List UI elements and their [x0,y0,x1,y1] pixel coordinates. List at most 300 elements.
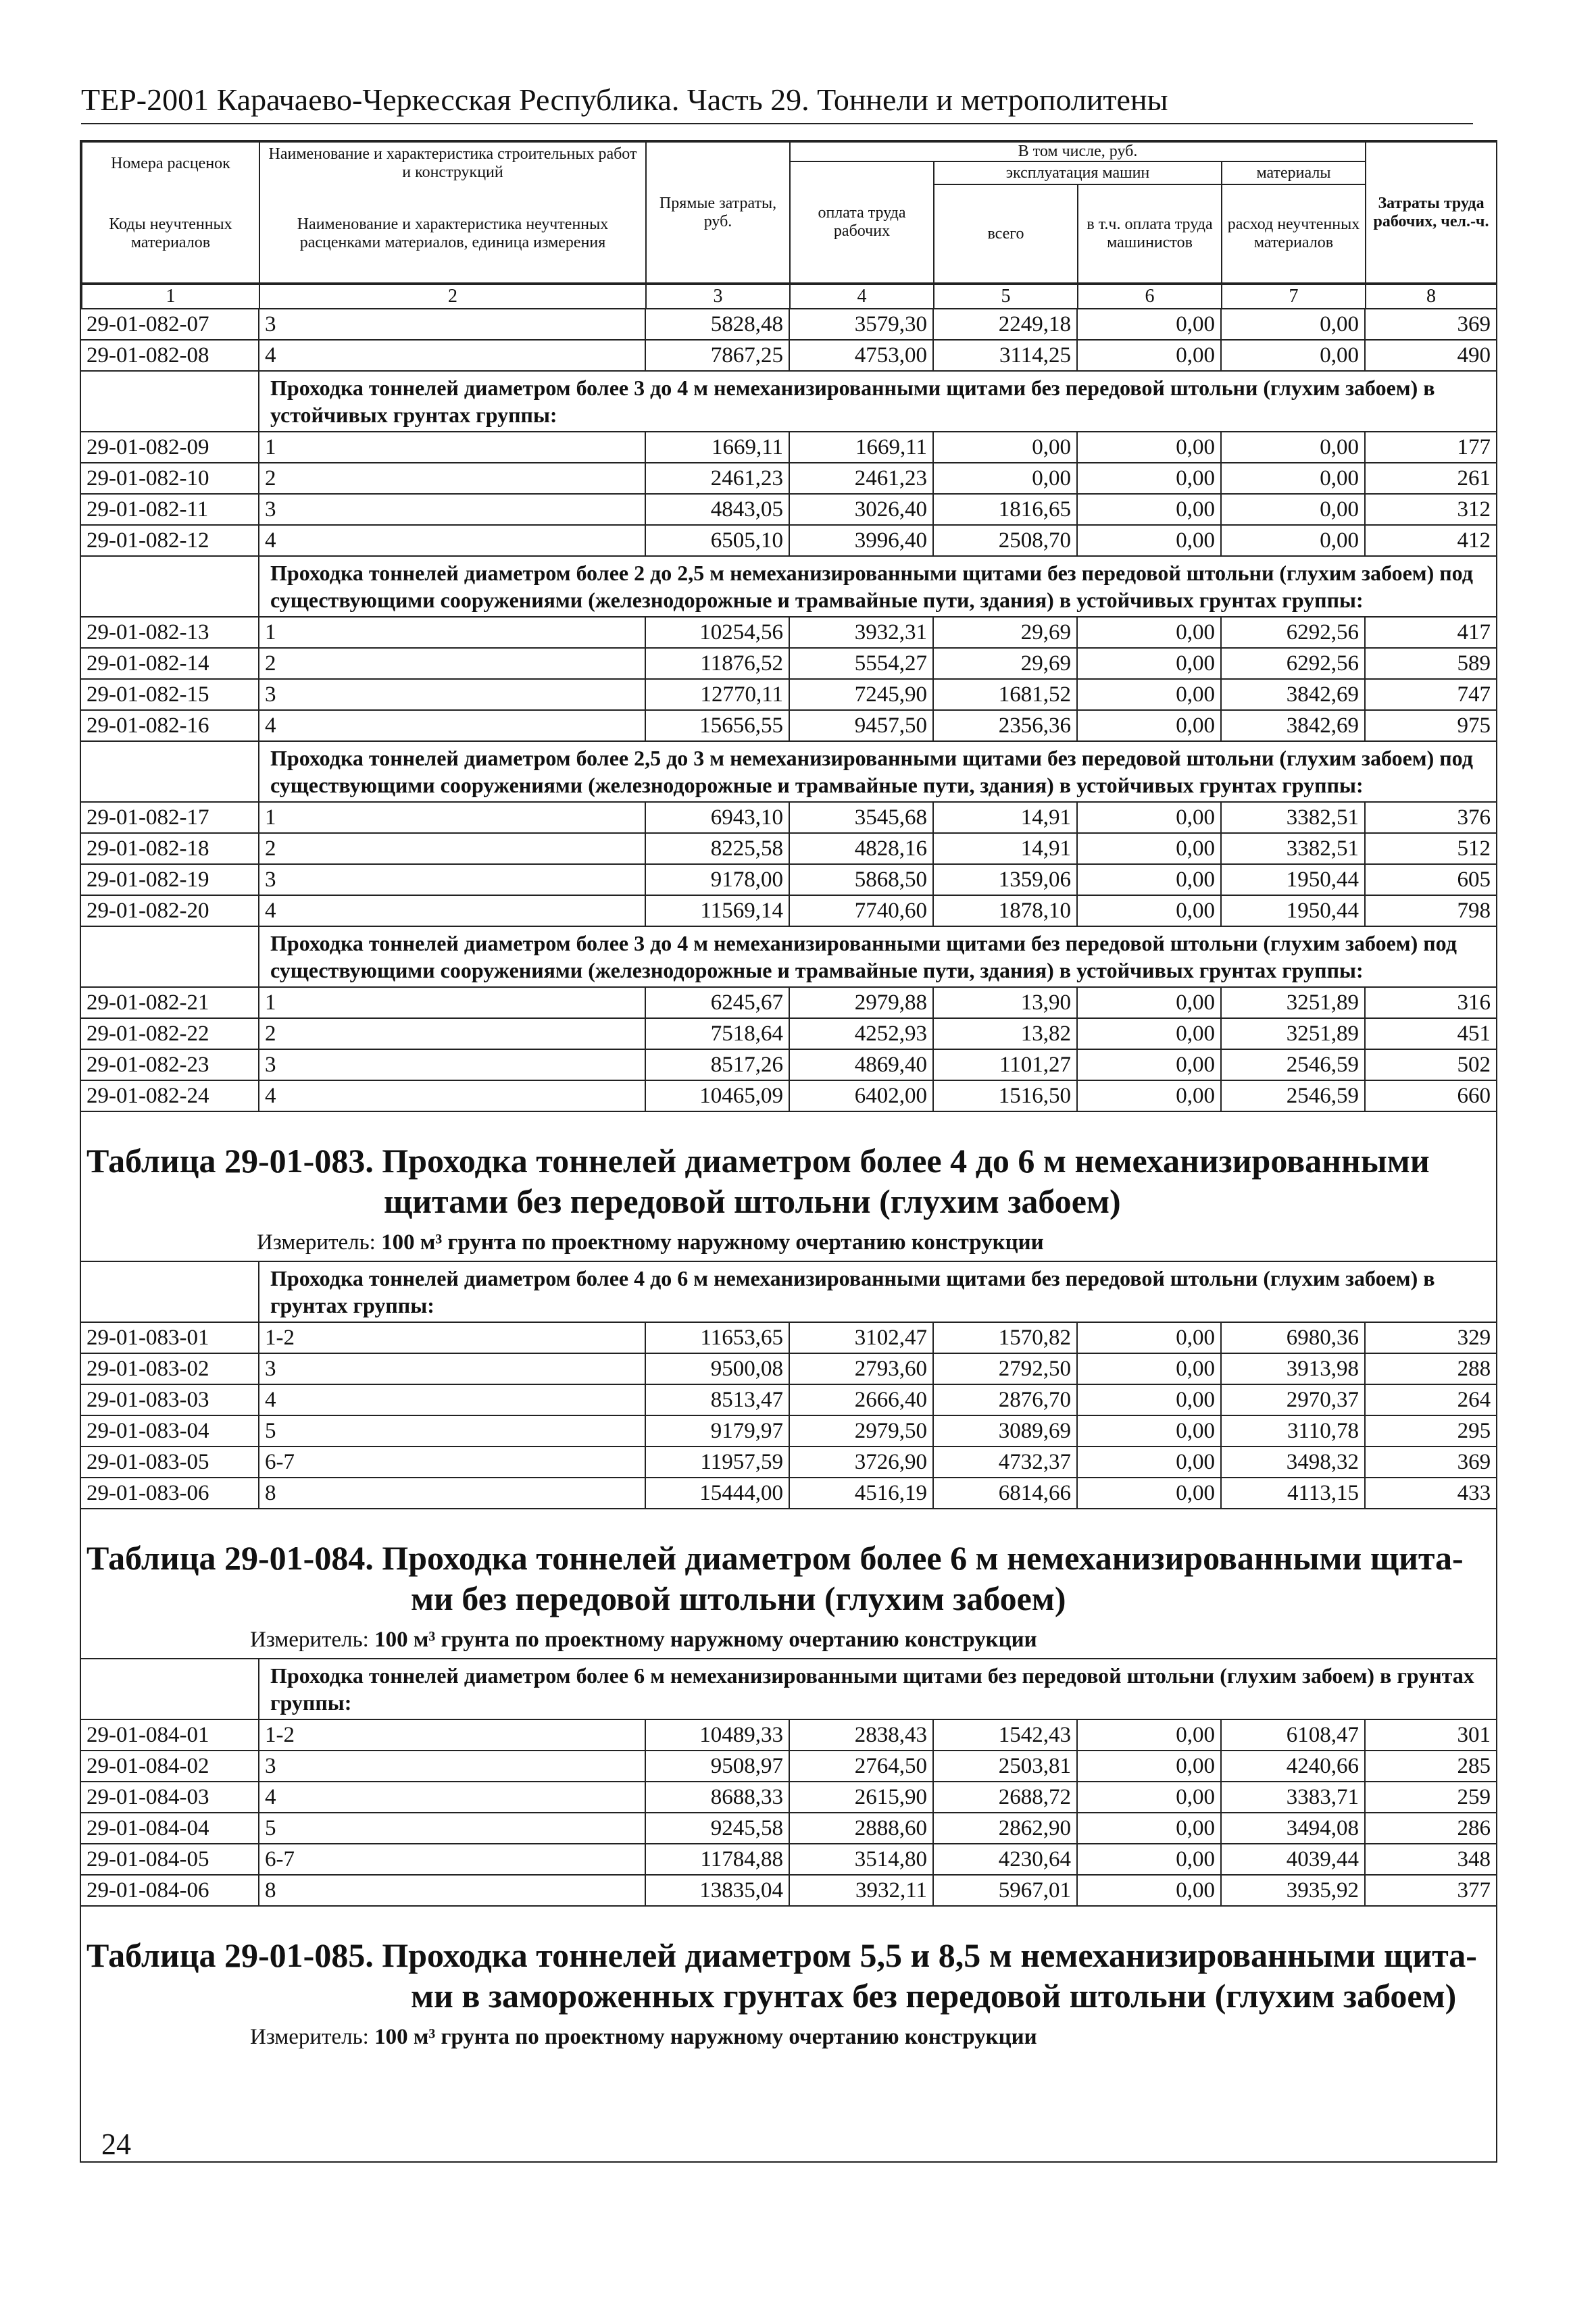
machinist-wages: 0,00 [1077,1353,1221,1384]
col-number: 5 [934,284,1078,309]
machine-total: 1878,10 [933,895,1077,926]
direct-costs: 7867,25 [645,340,789,371]
worker-wages: 4753,00 [789,340,933,371]
worker-wages: 3026,40 [789,494,933,525]
machinist-wages: 0,00 [1077,1751,1221,1782]
labor-costs: 660 [1365,1080,1496,1111]
worker-wages: 7740,60 [789,895,933,926]
column-numbers [81,284,1497,309]
table-title-line: Таблица 29-01-083. Проходка тоннелей диаметром более 4 до 6 м немеханизированными [86,1142,1430,1180]
machinist-wages: 0,00 [1077,525,1221,556]
worker-wages: 2793,60 [789,1353,933,1384]
rate-code: 29-01-082-16 [81,710,259,741]
rate-code: 29-01-082-22 [81,1018,259,1049]
machine-total: 0,00 [933,463,1077,494]
worker-wages: 4516,19 [789,1478,933,1509]
direct-costs: 8517,26 [645,1049,789,1080]
soil-group: 4 [259,525,645,556]
machine-total: 3114,25 [933,340,1077,371]
worker-wages: 5868,50 [789,864,933,895]
material-consumption: 3842,69 [1221,710,1365,741]
soil-group: 1-2 [259,1322,645,1353]
worker-wages: 3726,90 [789,1447,933,1478]
col-number: 1 [82,284,259,309]
rate-code: 29-01-082-13 [81,617,259,648]
labor-costs: 798 [1365,895,1496,926]
rate-code: 29-01-083-04 [81,1415,259,1447]
rates-table-083 [81,1261,1496,1509]
machine-total: 1816,65 [933,494,1077,525]
worker-wages: 3102,47 [789,1322,933,1353]
machinist-wages: 0,00 [1077,1384,1221,1415]
worker-wages: 5554,27 [789,648,933,679]
table-row [81,1447,1496,1478]
labor-costs: 264 [1365,1384,1496,1415]
material-consumption: 6108,47 [1221,1719,1365,1751]
material-consumption: 0,00 [1221,494,1365,525]
machine-total: 2508,70 [933,525,1077,556]
labor-costs: 433 [1365,1478,1496,1509]
worker-wages: 2666,40 [789,1384,933,1415]
material-consumption: 0,00 [1221,525,1365,556]
soil-group: 6-7 [259,1844,645,1875]
table-title-line: Таблица 29-01-085. Проходка тоннелей диаметром 5,5 и 8,5 м немеханизированными щита- [86,1936,1477,1974]
col-head-material-codes: Коды неучтенных материалов [82,184,259,283]
labor-costs: 605 [1365,864,1496,895]
table-row [81,1813,1496,1844]
machine-total: 2862,90 [933,1813,1077,1844]
labor-costs: 512 [1365,833,1496,864]
material-consumption: 3382,51 [1221,802,1365,833]
direct-costs: 11876,52 [645,648,789,679]
machinist-wages: 0,00 [1077,1813,1221,1844]
machinist-wages: 0,00 [1077,1844,1221,1875]
price-table-frame [80,140,1497,2163]
worker-wages: 1669,11 [789,432,933,463]
direct-costs: 11653,65 [645,1322,789,1353]
machinist-wages: 0,00 [1077,1080,1221,1111]
direct-costs: 10489,33 [645,1719,789,1751]
measure-unit-085 [81,2016,1496,2055]
machinist-wages: 0,00 [1077,679,1221,710]
col-head-materials: материалы [1222,161,1366,184]
material-consumption: 0,00 [1221,463,1365,494]
machinist-wages: 0,00 [1077,1875,1221,1906]
machine-total: 2503,81 [933,1751,1077,1782]
machine-total: 1570,82 [933,1322,1077,1353]
table-row [81,1049,1496,1080]
labor-costs: 348 [1365,1844,1496,1875]
material-consumption: 4039,44 [1221,1844,1365,1875]
worker-wages: 2615,90 [789,1782,933,1813]
direct-costs: 9179,97 [645,1415,789,1447]
direct-costs: 9245,58 [645,1813,789,1844]
table-row [81,1353,1496,1384]
direct-costs: 2461,23 [645,463,789,494]
direct-costs: 7518,64 [645,1018,789,1049]
material-consumption: 0,00 [1221,432,1365,463]
table-row [81,340,1496,371]
section-heading: Проходка тоннелей диаметром более 3 до 4 м немеханизированными щитами без передовой штольни (глухим забоем) под существующими сооружениями (железнодорожные и трамвайные пути, здания) в устойчивых грунтах группы: [259,926,1496,987]
labor-costs: 285 [1365,1751,1496,1782]
table-row [81,895,1496,926]
material-consumption: 6980,36 [1221,1322,1365,1353]
soil-group: 1 [259,432,645,463]
col-number: 4 [790,284,934,309]
material-consumption: 0,00 [1221,309,1365,340]
direct-costs: 5828,48 [645,309,789,340]
machinist-wages: 0,00 [1077,1018,1221,1049]
col-head-direct-costs: Прямые затраты, руб. [646,142,790,283]
labor-costs: 329 [1365,1322,1496,1353]
rate-code: 29-01-082-09 [81,432,259,463]
rate-code: 29-01-083-02 [81,1353,259,1384]
direct-costs: 6505,10 [645,525,789,556]
page-header: ТЕР-2001 Карачаево-Черкесская Республика. Часть 29. Тоннели и метрополитены [81,80,1473,124]
direct-costs: 13835,04 [645,1875,789,1906]
labor-costs: 288 [1365,1353,1496,1384]
direct-costs: 10465,09 [645,1080,789,1111]
direct-costs: 8688,33 [645,1782,789,1813]
table-title-085 [81,1907,1496,2016]
col-number: 3 [646,284,790,309]
labor-costs: 369 [1365,1447,1496,1478]
col-number: 7 [1222,284,1366,309]
rate-code: 29-01-082-11 [81,494,259,525]
labor-costs: 261 [1365,463,1496,494]
col-number: 8 [1366,284,1497,309]
direct-costs: 15444,00 [645,1478,789,1509]
measure-text: 100 м³ грунта по проектному наружному очертанию конструкции [374,1628,1037,1652]
table-row [81,987,1496,1018]
soil-group: 3 [259,679,645,710]
labor-costs: 589 [1365,648,1496,679]
machinist-wages: 0,00 [1077,463,1221,494]
direct-costs: 12770,11 [645,679,789,710]
labor-costs: 301 [1365,1719,1496,1751]
rate-code: 29-01-084-01 [81,1719,259,1751]
table-row [81,833,1496,864]
machinist-wages: 0,00 [1077,833,1221,864]
machine-total: 2876,70 [933,1384,1077,1415]
material-consumption: 3383,71 [1221,1782,1365,1813]
soil-group: 4 [259,1080,645,1111]
col-head-work-name: Наименование и характеристика строительных работ и конструкций [259,142,646,184]
material-consumption: 6292,56 [1221,617,1365,648]
rate-code: 29-01-082-08 [81,340,259,371]
material-consumption: 3251,89 [1221,1018,1365,1049]
table-row [81,648,1496,679]
col-head-machine-operation: эксплуатация машин [934,161,1222,184]
worker-wages: 4252,93 [789,1018,933,1049]
soil-group: 3 [259,309,645,340]
machine-total: 6814,66 [933,1478,1077,1509]
worker-wages: 3514,80 [789,1844,933,1875]
table-row [81,494,1496,525]
col-head-labor: Затраты труда рабочих, чел.-ч. [1366,142,1497,283]
worker-wages: 3932,31 [789,617,933,648]
soil-group: 4 [259,1384,645,1415]
labor-costs: 490 [1365,340,1496,371]
rate-code: 29-01-083-01 [81,1322,259,1353]
table-row [81,1478,1496,1509]
labor-costs: 295 [1365,1415,1496,1447]
measure-text: 100 м³ грунта по проектному наружному очертанию конструкции [374,2025,1037,2049]
table-row [81,710,1496,741]
machinist-wages: 0,00 [1077,340,1221,371]
rate-code: 29-01-084-06 [81,1875,259,1906]
machine-total: 1516,50 [933,1080,1077,1111]
rate-code: 29-01-082-24 [81,1080,259,1111]
direct-costs: 10254,56 [645,617,789,648]
section-heading: Проходка тоннелей диаметром более 2,5 до 3 м немеханизированными щитами без передовой штольни (глухим забоем) под существующими сооружениями (железнодорожные и трамвайные пути, здания) в устойчивых грунтах группы: [259,741,1496,802]
labor-costs: 975 [1365,710,1496,741]
rates-table-084 [81,1658,1496,1907]
worker-wages: 2888,60 [789,1813,933,1844]
machinist-wages: 0,00 [1077,802,1221,833]
rate-code: 29-01-084-04 [81,1813,259,1844]
table-row [81,1751,1496,1782]
direct-costs: 9508,97 [645,1751,789,1782]
col-head-including: В том числе, руб. [790,142,1366,161]
section-heading: Проходка тоннелей диаметром более 6 м немеханизированными щитами без передовой штольни (глухим забоем) в грунтах группы: [259,1659,1496,1719]
labor-costs: 316 [1365,987,1496,1018]
worker-wages: 2764,50 [789,1751,933,1782]
soil-group: 5 [259,1415,645,1447]
machine-total: 2792,50 [933,1353,1077,1384]
header-table [81,141,1497,284]
worker-wages: 3579,30 [789,309,933,340]
material-consumption: 3842,69 [1221,679,1365,710]
material-consumption: 2970,37 [1221,1384,1365,1415]
labor-costs: 177 [1365,432,1496,463]
worker-wages: 2461,23 [789,463,933,494]
table-row [81,1844,1496,1875]
worker-wages: 7245,90 [789,679,933,710]
direct-costs: 9178,00 [645,864,789,895]
material-consumption: 3913,98 [1221,1353,1365,1384]
labor-costs: 417 [1365,617,1496,648]
rate-code: 29-01-082-17 [81,802,259,833]
table-row [81,1080,1496,1111]
table-title-083 [81,1112,1496,1222]
soil-group: 1 [259,987,645,1018]
material-consumption: 3251,89 [1221,987,1365,1018]
soil-group: 1 [259,802,645,833]
direct-costs: 11569,14 [645,895,789,926]
table-title-line: ми в замороженных грунтах без передовой штольни (глухим забоем) [411,1977,1457,2015]
table-row [81,1719,1496,1751]
machinist-wages: 0,00 [1077,1719,1221,1751]
soil-group: 4 [259,340,645,371]
soil-group: 6-7 [259,1447,645,1478]
measure-text: 100 м³ грунта по проектному наружному очертанию конструкции [381,1230,1044,1255]
labor-costs: 369 [1365,309,1496,340]
worker-wages: 4869,40 [789,1049,933,1080]
table-row [81,864,1496,895]
rate-code: 29-01-082-12 [81,525,259,556]
direct-costs: 11957,59 [645,1447,789,1478]
labor-costs: 259 [1365,1782,1496,1813]
rate-code: 29-01-084-02 [81,1751,259,1782]
col-number: 2 [259,284,646,309]
soil-group: 4 [259,1782,645,1813]
machinist-wages: 0,00 [1077,1447,1221,1478]
labor-costs: 412 [1365,525,1496,556]
soil-group: 5 [259,1813,645,1844]
machine-total: 3089,69 [933,1415,1077,1447]
material-consumption: 3935,92 [1221,1875,1365,1906]
machine-total: 13,82 [933,1018,1077,1049]
labor-costs: 747 [1365,679,1496,710]
machine-total: 14,91 [933,802,1077,833]
machine-total: 2356,36 [933,710,1077,741]
table-title-084 [81,1509,1496,1619]
material-consumption: 1950,44 [1221,895,1365,926]
machinist-wages: 0,00 [1077,864,1221,895]
col-head-wages: оплата труда рабочих [790,161,934,283]
material-consumption: 3382,51 [1221,833,1365,864]
measure-label: Измеритель: [250,1628,369,1652]
worker-wages: 2838,43 [789,1719,933,1751]
machine-total: 4732,37 [933,1447,1077,1478]
machine-total: 1542,43 [933,1719,1077,1751]
worker-wages: 6402,00 [789,1080,933,1111]
table-row [81,1322,1496,1353]
soil-group: 1 [259,617,645,648]
machinist-wages: 0,00 [1077,648,1221,679]
soil-group: 3 [259,494,645,525]
machinist-wages: 0,00 [1077,432,1221,463]
machinist-wages: 0,00 [1077,987,1221,1018]
material-consumption: 3498,32 [1221,1447,1365,1478]
table-row [81,617,1496,648]
labor-costs: 286 [1365,1813,1496,1844]
machine-total: 5967,01 [933,1875,1077,1906]
measure-unit-084 [81,1619,1496,1658]
machine-total: 1359,06 [933,864,1077,895]
direct-costs: 11784,88 [645,1844,789,1875]
section-heading: Проходка тоннелей диаметром более 4 до 6 м немеханизированными щитами без передовой штольни (глухим забоем) в грунтах группы: [259,1261,1496,1322]
material-consumption: 3494,08 [1221,1813,1365,1844]
table-row [81,802,1496,833]
section-heading: Проходка тоннелей диаметром более 2 до 2,5 м немеханизированными щитами без передовой штольни (глухим забоем) под существующими сооружениями (железнодорожные и трамвайные пути, здания) в устойчивых грунтах группы: [259,556,1496,617]
measure-label: Измеритель: [257,1230,376,1255]
material-consumption: 4113,15 [1221,1478,1365,1509]
col-head-material-consumption: расход неучтенных материалов [1222,184,1366,283]
worker-wages: 3545,68 [789,802,933,833]
material-consumption: 2546,59 [1221,1049,1365,1080]
table-row [81,463,1496,494]
rate-code: 29-01-082-14 [81,648,259,679]
direct-costs: 9500,08 [645,1353,789,1384]
measure-label: Измеритель: [250,2025,369,2049]
worker-wages: 2979,88 [789,987,933,1018]
table-row [81,432,1496,463]
worker-wages: 2979,50 [789,1415,933,1447]
rate-code: 29-01-082-23 [81,1049,259,1080]
worker-wages: 9457,50 [789,710,933,741]
col-number: 6 [1078,284,1222,309]
rate-code: 29-01-082-15 [81,679,259,710]
table-title-line: Таблица 29-01-084. Проходка тоннелей диаметром более 6 м немеханизированными щита- [86,1539,1464,1577]
table-row [81,1018,1496,1049]
machine-total: 0,00 [933,432,1077,463]
machine-total: 1681,52 [933,679,1077,710]
labor-costs: 377 [1365,1875,1496,1906]
machinist-wages: 0,00 [1077,1322,1221,1353]
rates-table-082 [81,309,1496,1112]
table-title-line: щитами без передовой штольни (глухим забоем) [384,1182,1121,1220]
machine-total: 1101,27 [933,1049,1077,1080]
machinist-wages: 0,00 [1077,617,1221,648]
labor-costs: 502 [1365,1049,1496,1080]
machinist-wages: 0,00 [1077,710,1221,741]
soil-group: 1-2 [259,1719,645,1751]
rate-code: 29-01-084-03 [81,1782,259,1813]
material-consumption: 2546,59 [1221,1080,1365,1111]
table-row [81,309,1496,340]
machinist-wages: 0,00 [1077,1782,1221,1813]
machine-total: 4230,64 [933,1844,1077,1875]
machine-total: 29,69 [933,617,1077,648]
col-head-machinist-wages: в т.ч. оплата труда машинистов [1078,184,1222,283]
machine-total: 2249,18 [933,309,1077,340]
machinist-wages: 0,00 [1077,1478,1221,1509]
machine-total: 29,69 [933,648,1077,679]
labor-costs: 451 [1365,1018,1496,1049]
section-heading: Проходка тоннелей диаметром более 3 до 4 м немеханизированными щитами без передовой штольни (глухим забоем) в устойчивых грунтах группы: [259,371,1496,432]
col-head-machine-total: всего [934,184,1078,283]
direct-costs: 4843,05 [645,494,789,525]
soil-group: 2 [259,1018,645,1049]
material-consumption: 6292,56 [1221,648,1365,679]
rate-code: 29-01-082-18 [81,833,259,864]
soil-group: 2 [259,648,645,679]
page-number: 24 [101,2128,131,2161]
table-row [81,1415,1496,1447]
worker-wages: 4828,16 [789,833,933,864]
col-head-rates-number: Номера расценок [82,142,259,184]
material-consumption: 0,00 [1221,340,1365,371]
rate-code: 29-01-083-03 [81,1384,259,1415]
material-consumption: 1950,44 [1221,864,1365,895]
direct-costs: 8513,47 [645,1384,789,1415]
machinist-wages: 0,00 [1077,895,1221,926]
machinist-wages: 0,00 [1077,1415,1221,1447]
soil-group: 3 [259,864,645,895]
table-row [81,679,1496,710]
rate-code: 29-01-083-05 [81,1447,259,1478]
soil-group: 2 [259,833,645,864]
direct-costs: 6245,67 [645,987,789,1018]
rate-code: 29-01-082-10 [81,463,259,494]
worker-wages: 3996,40 [789,525,933,556]
rate-code: 29-01-082-20 [81,895,259,926]
table-title-line: ми без передовой штольни (глухим забоем) [411,1580,1066,1617]
table-row [81,1782,1496,1813]
measure-unit-083 [81,1222,1496,1261]
soil-group: 4 [259,895,645,926]
table-row [81,525,1496,556]
direct-costs: 6943,10 [645,802,789,833]
rate-code: 29-01-082-19 [81,864,259,895]
rate-code: 29-01-082-07 [81,309,259,340]
machinist-wages: 0,00 [1077,494,1221,525]
soil-group: 8 [259,1478,645,1509]
col-head-material-name: Наименование и характеристика неучтенных расценками материалов, единица измерения [259,184,646,283]
rate-code: 29-01-082-21 [81,987,259,1018]
